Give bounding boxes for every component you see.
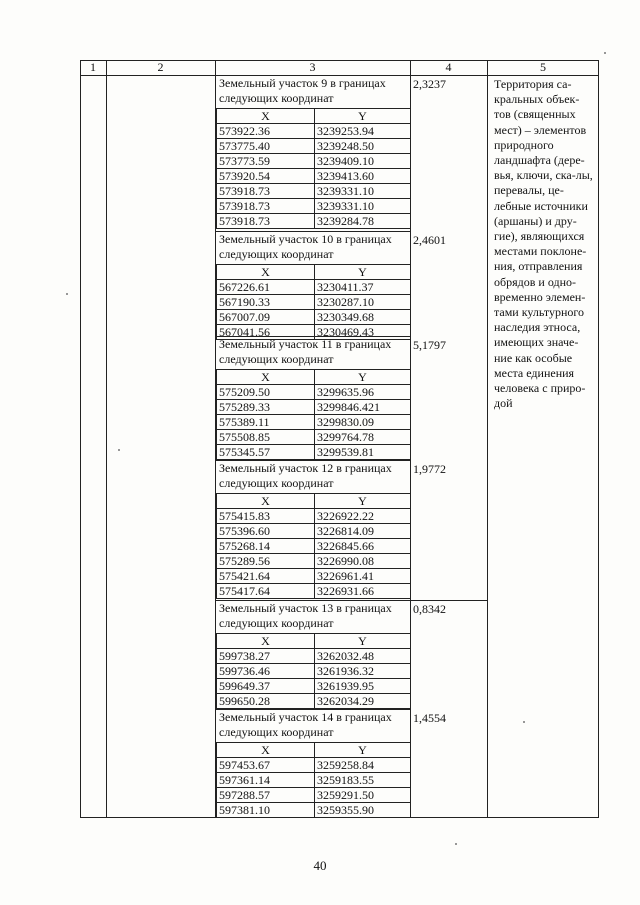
scan-speck	[455, 843, 457, 845]
table-row	[217, 139, 411, 154]
column-x-header: X	[217, 265, 315, 280]
table-row	[217, 664, 411, 679]
y-value: 3239248.50	[315, 139, 411, 154]
table-row	[217, 169, 411, 184]
coordinates-table	[216, 108, 411, 229]
header-col-2: 2	[157, 60, 164, 74]
table-row	[217, 445, 411, 460]
x-value: 575508.85	[217, 430, 315, 445]
x-value: 575421.64	[217, 569, 315, 584]
x-value: 599649.37	[217, 679, 315, 694]
plot-area: 5,1797	[413, 338, 446, 352]
coordinates-table	[216, 633, 411, 709]
y-value: 3261936.32	[315, 664, 411, 679]
y-value: 3239331.10	[315, 199, 411, 214]
coordinates-table	[216, 369, 411, 460]
x-value: 575415.83	[217, 509, 315, 524]
y-value: 3226922.22	[315, 509, 411, 524]
plot-title: Земельный участок 14 в границах следующих координат	[219, 710, 392, 739]
y-value: 3226961.41	[315, 569, 411, 584]
x-value: 597361.14	[217, 773, 315, 788]
column-x-header: X	[217, 109, 315, 124]
x-value: 599650.28	[217, 694, 315, 709]
y-value: 3261939.95	[315, 679, 411, 694]
y-value: 3226814.09	[315, 524, 411, 539]
header-col-1: 1	[90, 60, 96, 74]
x-value: 575289.33	[217, 400, 315, 415]
x-value: 567007.09	[217, 310, 315, 325]
x-value: 575417.64	[217, 584, 315, 599]
table-row	[217, 788, 411, 803]
table-row	[217, 184, 411, 199]
column-x-header: X	[217, 634, 315, 649]
y-value: 3230469.43	[315, 325, 411, 340]
table-row	[217, 679, 411, 694]
table-row	[217, 694, 411, 709]
table-row	[217, 124, 411, 139]
table-row	[217, 310, 411, 325]
x-value: 573775.40	[217, 139, 315, 154]
table-row	[217, 539, 411, 554]
table-row	[217, 758, 411, 773]
x-value: 567226.61	[217, 280, 315, 295]
table-row	[217, 295, 411, 310]
header-col-4: 4	[445, 60, 452, 74]
x-value: 599736.46	[217, 664, 315, 679]
table-row	[217, 649, 411, 664]
y-value: 3239413.60	[315, 169, 411, 184]
plot-title: Земельный участок 12 в границах следующих координат	[219, 461, 392, 490]
column-x-header: X	[217, 743, 315, 758]
plot-area: 1,9772	[413, 462, 446, 476]
y-value: 3239331.10	[315, 184, 411, 199]
column-y-header: Y	[315, 634, 411, 649]
scan-speck	[604, 52, 606, 54]
y-value: 3226845.66	[315, 539, 411, 554]
column-divider	[487, 60, 488, 818]
table-row	[217, 524, 411, 539]
x-value: 597381.10	[217, 803, 315, 818]
x-value: 575209.50	[217, 385, 315, 400]
table-header-row	[217, 370, 411, 385]
column-divider	[106, 60, 107, 818]
y-value: 3262032.48	[315, 649, 411, 664]
y-value: 3239284.78	[315, 214, 411, 229]
x-value: 573922.36	[217, 124, 315, 139]
y-value: 3299635.96	[315, 385, 411, 400]
y-value: 3230287.10	[315, 295, 411, 310]
table-header-row	[217, 634, 411, 649]
y-value: 3259355.90	[315, 803, 411, 818]
table-header-row	[217, 743, 411, 758]
y-value: 3226931.66	[315, 584, 411, 599]
scan-speck	[523, 721, 525, 723]
column-y-header: Y	[315, 265, 411, 280]
column-y-header: Y	[315, 494, 411, 509]
page-number: 40	[313, 858, 327, 873]
plot-area: 2,4601	[413, 233, 446, 247]
x-value: 575289.56	[217, 554, 315, 569]
column-y-header: Y	[315, 743, 411, 758]
table-row	[217, 773, 411, 788]
table-row	[217, 569, 411, 584]
scan-speck	[66, 293, 68, 295]
table-header-row	[217, 494, 411, 509]
table-header-row	[217, 109, 411, 124]
table-row	[217, 584, 411, 599]
table-row	[217, 430, 411, 445]
header-col-3: 3	[309, 60, 316, 74]
territory-description: Территория са-кральных объек-тов (священных мест) – элементов природного ландшафта (дере-вья, ключи, ска-лы, перевалы, це-лебные источники (аршаны) и дру-гие), являющихся местами поклоне-ния, отправления обрядов и одно-временно элемен-тами культурного наследия этноса, имеющих значе-ние как особые места единения человека с приро-дой	[494, 77, 593, 411]
x-value: 575345.57	[217, 445, 315, 460]
x-value: 573920.54	[217, 169, 315, 184]
x-value: 597453.67	[217, 758, 315, 773]
plot-title: Земельный участок 13 в границах следующих координат	[219, 601, 392, 630]
y-value: 3239409.10	[315, 154, 411, 169]
x-value: 573918.73	[217, 199, 315, 214]
table-row	[217, 803, 411, 818]
y-value: 3230411.37	[315, 280, 411, 295]
plot-area: 1,4554	[413, 711, 446, 725]
y-value: 3226990.08	[315, 554, 411, 569]
table-row	[217, 554, 411, 569]
y-value: 3262034.29	[315, 694, 411, 709]
plot-title: Земельный участок 10 в границах следующих координат	[219, 232, 392, 261]
y-value: 3299764.78	[315, 430, 411, 445]
x-value: 575268.14	[217, 539, 315, 554]
column-x-header: X	[217, 370, 315, 385]
x-value: 599738.27	[217, 649, 315, 664]
table-row	[217, 385, 411, 400]
x-value: 573773.59	[217, 154, 315, 169]
plot-title: Земельный участок 11 в границах следующих координат	[219, 337, 392, 366]
column-x-header: X	[217, 494, 315, 509]
plot-area: 0,8342	[413, 602, 446, 616]
x-value: 597288.57	[217, 788, 315, 803]
table-row	[217, 415, 411, 430]
plot-title: Земельный участок 9 в границах следующих координат	[219, 76, 386, 105]
column-y-header: Y	[315, 109, 411, 124]
y-value: 3299830.09	[315, 415, 411, 430]
x-value: 573918.73	[217, 214, 315, 229]
coordinates-table	[216, 742, 411, 818]
table-row	[217, 509, 411, 524]
coordinates-table	[216, 493, 411, 599]
x-value: 573918.73	[217, 184, 315, 199]
table-row	[217, 154, 411, 169]
y-value: 3259291.50	[315, 788, 411, 803]
x-value: 567190.33	[217, 295, 315, 310]
x-value: 575396.60	[217, 524, 315, 539]
y-value: 3299539.81	[315, 445, 411, 460]
plot-area: 2,3237	[413, 77, 446, 91]
y-value: 3299846.421	[315, 400, 411, 415]
x-value: 575389.11	[217, 415, 315, 430]
table-row	[217, 199, 411, 214]
table-row	[217, 214, 411, 229]
scan-speck	[118, 449, 120, 451]
column-y-header: Y	[315, 370, 411, 385]
table-header-row	[217, 265, 411, 280]
y-value: 3239253.94	[315, 124, 411, 139]
coordinates-table	[216, 264, 411, 340]
x-value: 567041.56	[217, 325, 315, 340]
y-value: 3259258.84	[315, 758, 411, 773]
y-value: 3259183.55	[315, 773, 411, 788]
header-col-5: 5	[540, 60, 546, 74]
table-row	[217, 400, 411, 415]
y-value: 3230349.68	[315, 310, 411, 325]
table-row	[217, 280, 411, 295]
